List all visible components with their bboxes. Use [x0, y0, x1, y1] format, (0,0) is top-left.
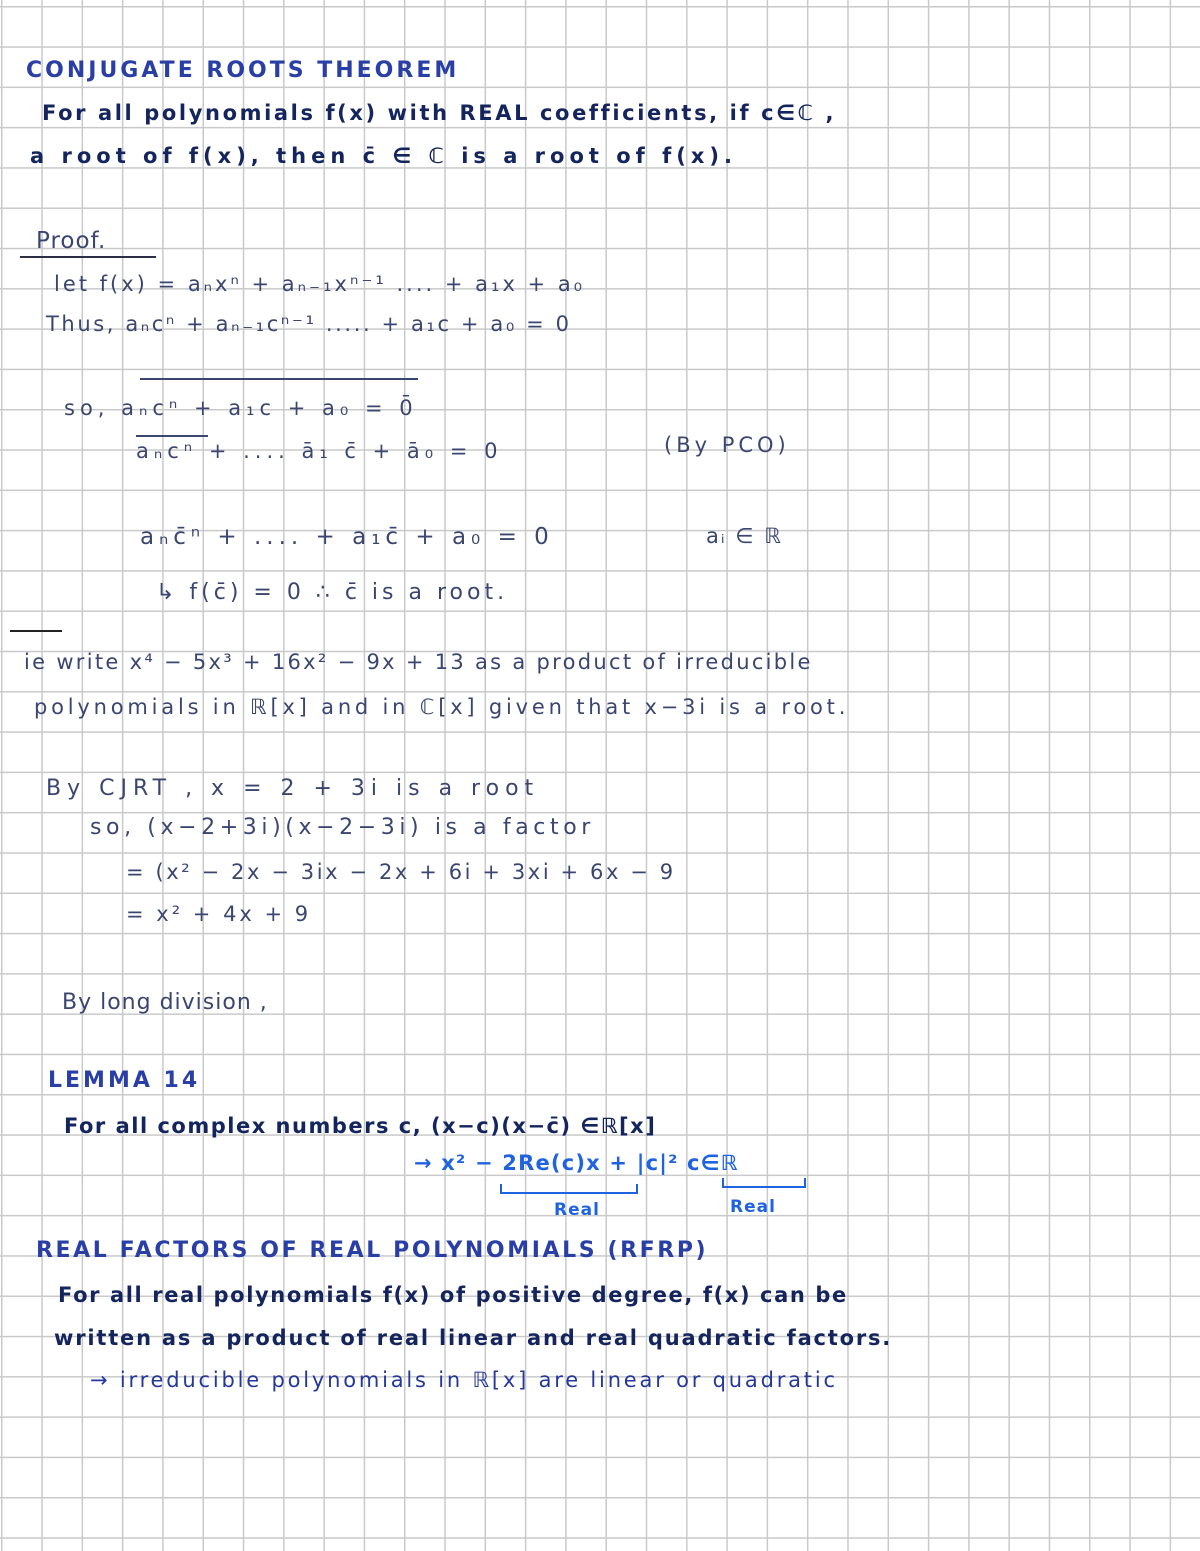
proof-result-note: aᵢ ∈ ℝ	[706, 524, 783, 548]
lemma-expansion: → x² − 2Re(c)x + |c|² c∈ℝ	[414, 1151, 739, 1175]
proof-result-line: aₙc̄ⁿ + .... + a₁c̄ + a₀ = 0	[140, 524, 554, 550]
brace-real-1	[500, 1184, 638, 1194]
proof-conj-line: aₙcⁿ + .... ā₁ c̄ + ā₀ = 0	[136, 439, 503, 463]
proof-let-line: let f(x) = aₙxⁿ + aₙ₋₁xⁿ⁻¹ .... + a₁x + a₀	[54, 272, 586, 296]
rfrp-line1: For all real polynomials f(x) of positive degree, f(x) can be	[58, 1283, 848, 1307]
theorem-heading: CONJUGATE ROOTS THEOREM	[26, 58, 460, 83]
rfrp-note: → irreducible polynomials in ℝ[x] are linear or quadratic	[90, 1368, 838, 1392]
lemma-heading: LEMMA 14	[48, 1068, 201, 1093]
proof-thus-line: Thus, aₙcⁿ + aₙ₋₁cⁿ⁻¹ ..... + a₁c + a₀ = 0	[46, 312, 572, 336]
lemma-statement: For all complex numbers c, (x−c)(x−c̄) ∈ℝ[x]	[64, 1114, 657, 1138]
proof-so-overline	[140, 378, 418, 380]
proof-title-underline	[20, 256, 156, 258]
example-step2: so, (x−2+3i)(x−2−3i) is a factor	[90, 815, 595, 840]
example-step3: = (x² − 2x − 3ix − 2x + 6i + 3xi + 6x − 9	[126, 860, 676, 884]
example-step1: By CJRT , x = 2 + 3i is a root	[46, 776, 540, 801]
example-line2: polynomials in ℝ[x] and in ℂ[x] given that x−3i is a root.	[34, 695, 850, 719]
proof-title: Proof.	[36, 228, 107, 254]
lemma-label-real-2: Real	[730, 1197, 776, 1217]
proof-conj-note: (By PCO)	[664, 433, 790, 457]
rfrp-heading: REAL FACTORS OF REAL POLYNOMIALS (RFRP)	[36, 1238, 709, 1263]
brace-real-2	[722, 1178, 806, 1188]
proof-conj-overline-1	[136, 435, 208, 437]
theorem-statement-line2: a root of f(x), then c̄ ∈ ℂ is a root of f(x).	[30, 144, 737, 168]
rfrp-line2: written as a product of real linear and real quadratic factors.	[54, 1326, 893, 1350]
proof-so-line: so, aₙcⁿ + a₁c + a₀ = 0̄	[64, 396, 418, 420]
section-divider	[10, 630, 62, 632]
theorem-statement-line1: For all polynomials f(x) with REAL coefficients, if c∈ℂ ,	[42, 101, 837, 125]
example-step5: By long division ,	[62, 990, 268, 1015]
proof-conclusion: ↳ f(c̄) = 0 ∴ c̄ is a root.	[156, 580, 509, 605]
example-line1: ie write x⁴ − 5x³ + 16x² − 9x + 13 as a product of irreducible	[24, 650, 813, 674]
lemma-label-real-1: Real	[554, 1200, 600, 1220]
example-step4: = x² + 4x + 9	[126, 902, 312, 926]
